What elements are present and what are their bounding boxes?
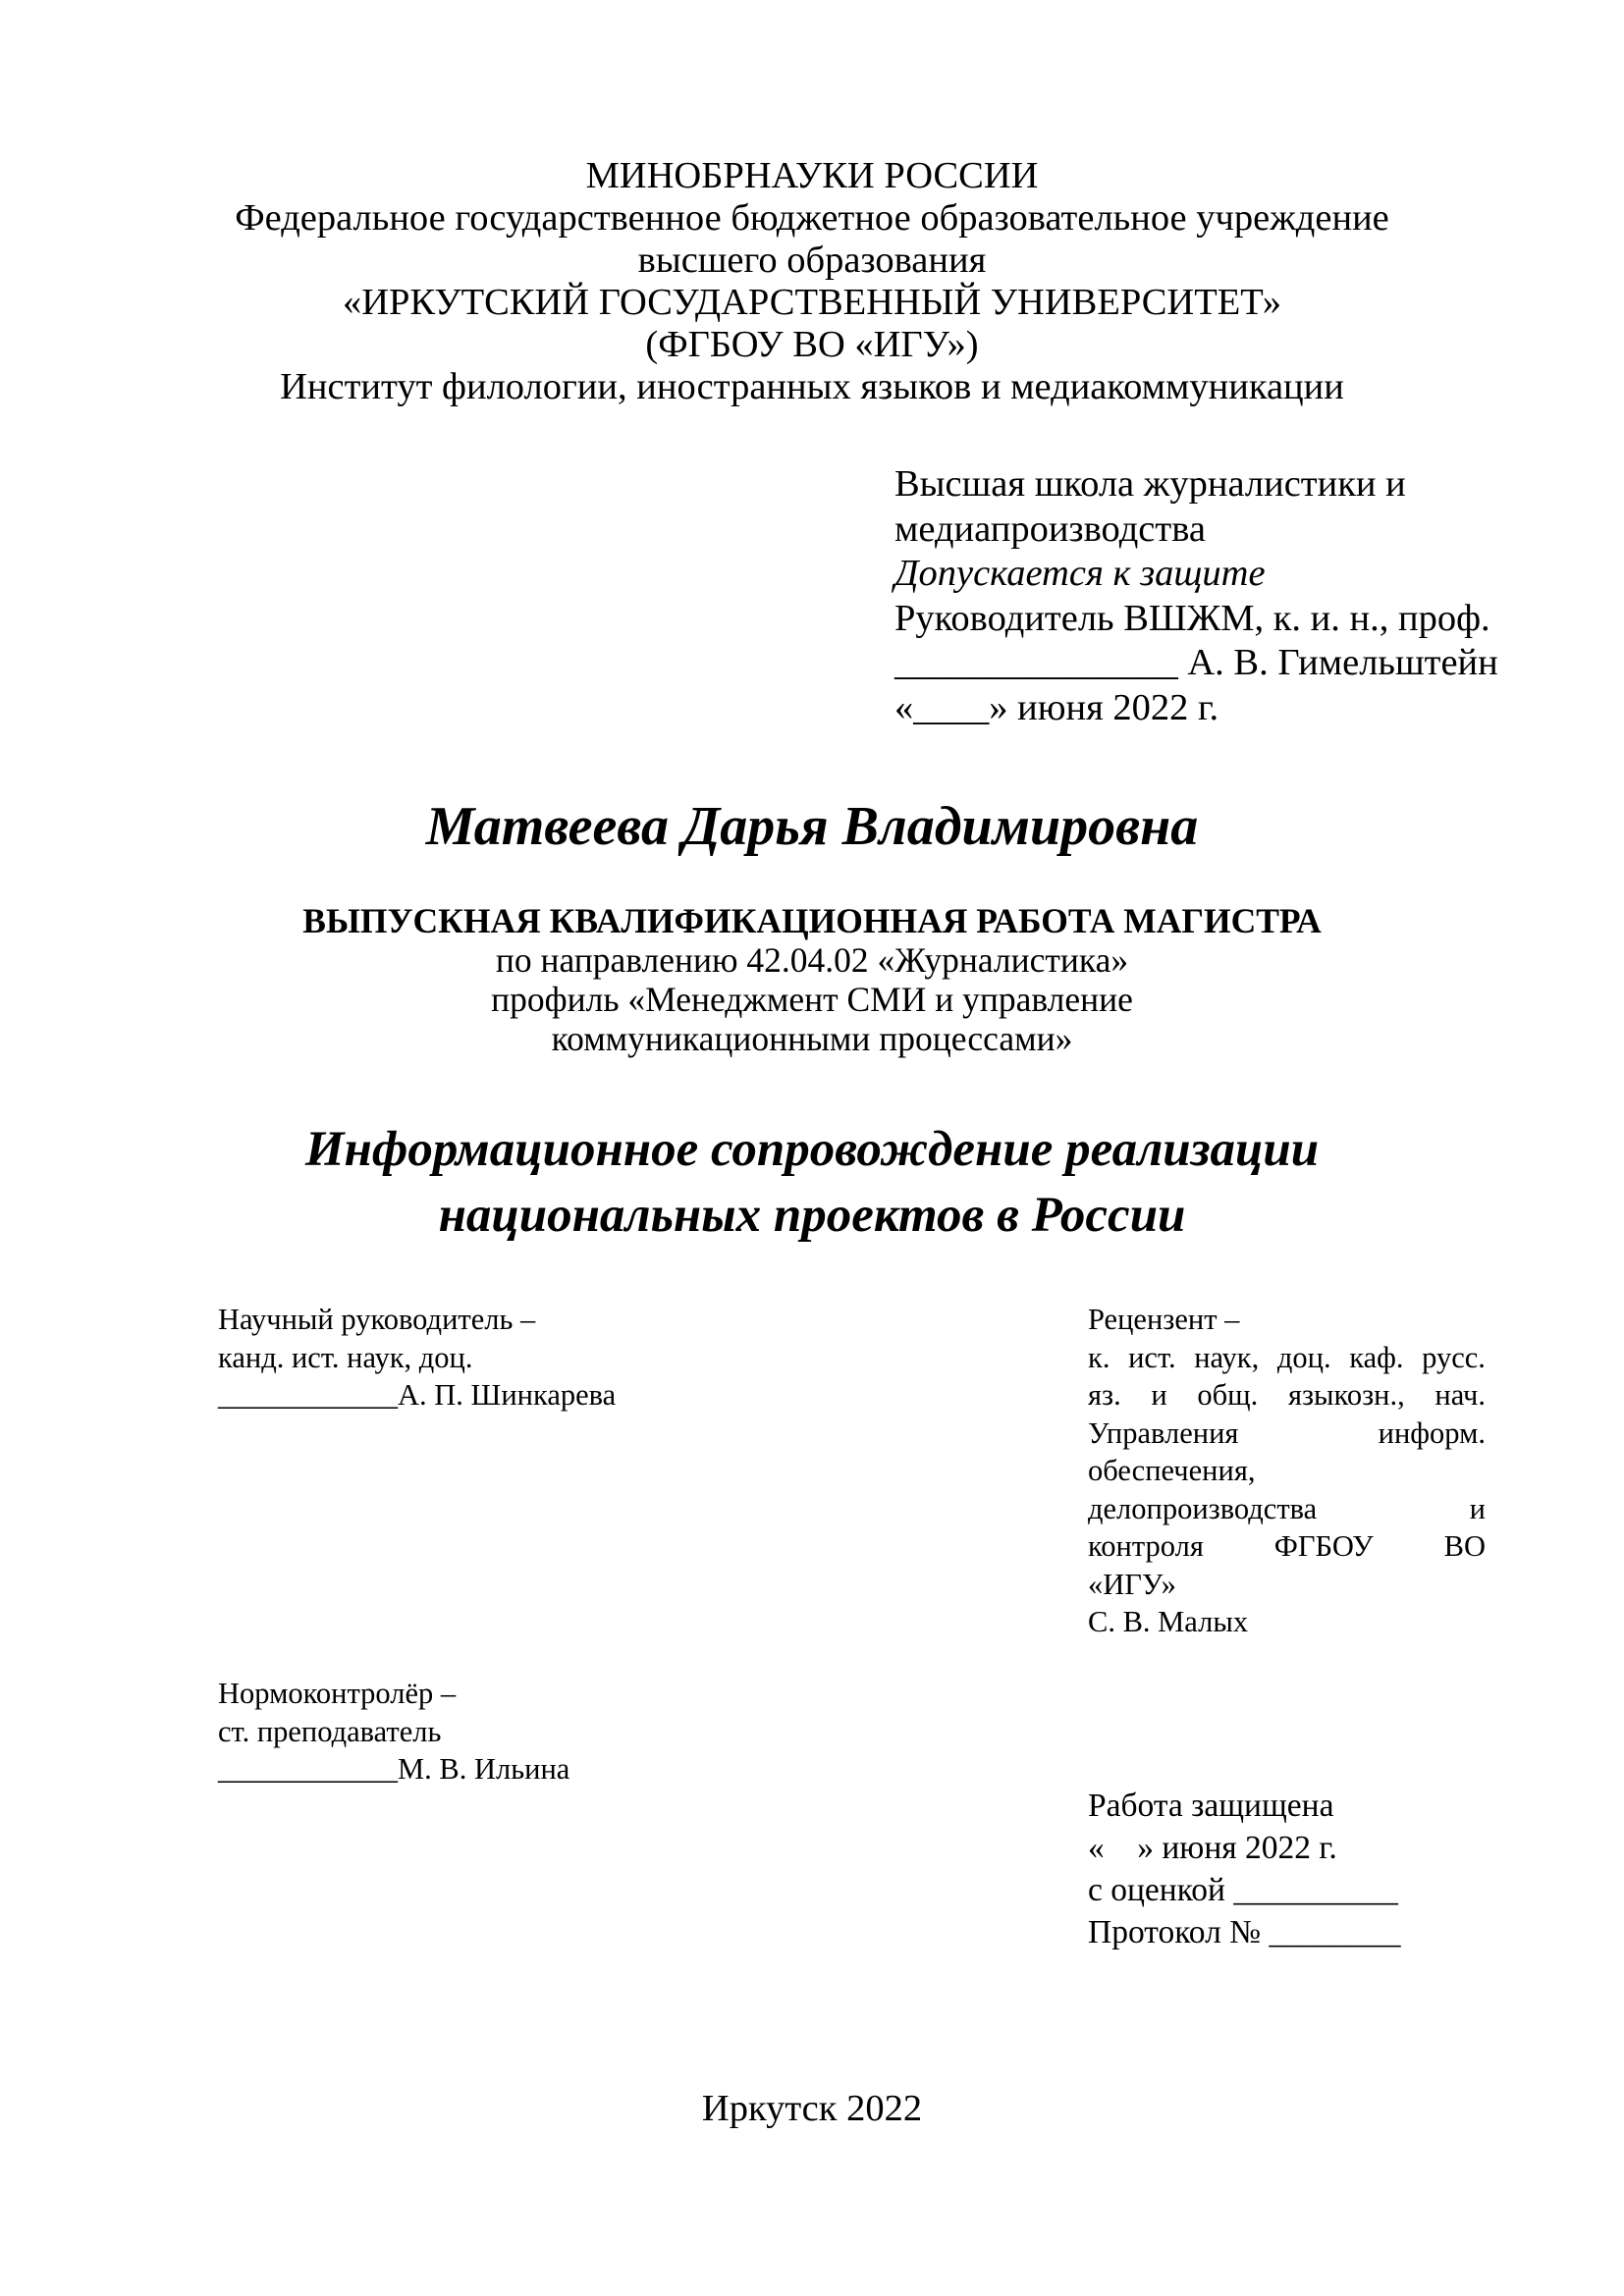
reviewer-line-5: [1088, 1490, 1486, 1528]
reviewer-word: информ.: [1378, 1415, 1486, 1450]
university-name-line: «ИРКУТСКИЙ ГОСУДАРСТВЕННЫЙ УНИВЕРСИТЕТ»: [342, 282, 1282, 323]
university-abbr-line: (ФГБОУ ВО «ИГУ»): [645, 324, 979, 365]
head-signature-blank: _______________: [894, 642, 1178, 683]
city-year: Иркутск 2022: [701, 2088, 923, 2129]
reviewer-word: каф.: [1349, 1340, 1404, 1374]
reviewer-word: нач.: [1435, 1378, 1486, 1412]
supervisor-degree: канд. ист. наук, доц.: [218, 1340, 473, 1374]
work-profile-line-2: коммуникационными процессами»: [551, 1019, 1073, 1058]
reviewer-word: яз.: [1088, 1378, 1121, 1412]
work-type: ВЫПУСКНАЯ КВАЛИФИКАЦИОННАЯ РАБОТА МАГИСТРА: [302, 901, 1322, 940]
thesis-title: [0, 1117, 1624, 1249]
reviewer-word: Управления: [1088, 1415, 1239, 1450]
reviewer-line-3: [1088, 1415, 1486, 1453]
reviewer-word: русс.: [1422, 1340, 1486, 1374]
approval-date-line: [894, 686, 1523, 731]
reviewer-line-6: [1088, 1527, 1486, 1566]
reviewer-word: и: [1469, 1491, 1486, 1525]
reviewer-word: ВО: [1443, 1529, 1486, 1563]
defended-title: Работа защищена: [1088, 1788, 1334, 1824]
reviewer-word: и: [1151, 1378, 1167, 1412]
defended-grade: с оценкой __________: [1088, 1872, 1398, 1908]
reviewer-block: [1088, 1301, 1486, 1641]
normcontrol-role: Нормоконтролёр –: [218, 1677, 457, 1710]
supervisor-signature-blank: ____________: [218, 1378, 398, 1412]
reviewer-word: наук,: [1194, 1340, 1260, 1374]
work-profile-line-1: профиль «Менеджмент СМИ и управление: [491, 980, 1133, 1019]
head-title: Руководитель ВШЖМ, к. и. н., проф.: [894, 597, 1490, 639]
normcontrol-block: [218, 1675, 768, 1789]
approval-date-open: «: [894, 686, 914, 728]
normcontrol-signature-blank: ____________: [218, 1752, 398, 1786]
thesis-title-line-1: Информационное сопровождение реализации: [304, 1122, 1320, 1177]
defense-result-block: [1088, 1785, 1579, 1953]
reviewer-word: ФГБОУ: [1273, 1529, 1374, 1563]
supervisor-role: Научный руководитель –: [218, 1303, 536, 1336]
supervisor-signature-line: [218, 1376, 768, 1415]
normcontrol-position: ст. преподаватель: [218, 1714, 442, 1748]
head-name: А. В. Гимельштейн: [1177, 642, 1498, 683]
supervisor-name: А. П. Шинкарева: [398, 1378, 617, 1412]
reviewer-word: к.: [1088, 1340, 1110, 1374]
admitted-to-defense: Допускается к защите: [894, 553, 1266, 594]
normcontrol-signature-line: [218, 1750, 768, 1789]
approval-date-rest: » июня 2022 г.: [989, 686, 1219, 728]
reviewer-line-7: «ИГУ»: [1088, 1567, 1176, 1601]
reviewer-line-4: обеспечения,: [1088, 1454, 1256, 1487]
institute-line: Институт филологии, иностранных языков и медиакоммуникации: [280, 366, 1344, 407]
approval-date-blank: ____: [913, 686, 990, 728]
normcontrol-name: М. В. Ильина: [398, 1752, 570, 1786]
reviewer-word: доц.: [1276, 1340, 1331, 1374]
head-signature-line: [894, 641, 1523, 686]
education-level-line: высшего образования: [637, 240, 987, 281]
work-direction: по направлению 42.04.02 «Журналистика»: [495, 940, 1129, 980]
author-name: Матвеева Дарья Владимировна: [425, 796, 1199, 857]
reviewer-line-1: [1088, 1339, 1486, 1377]
work-type-block: [0, 901, 1624, 1058]
defended-protocol: Протокол № ________: [1088, 1914, 1401, 1950]
defended-date: « » июня 2022 г.: [1088, 1830, 1337, 1866]
reviewer-word: ист.: [1128, 1340, 1176, 1374]
reviewer-word: общ.: [1197, 1378, 1259, 1412]
institution-header: [0, 155, 1624, 408]
reviewer-name: С. В. Малых: [1088, 1605, 1249, 1638]
reviewer-word: языкозн.,: [1287, 1378, 1405, 1412]
thesis-title-line-2: национальных проектов в России: [438, 1188, 1186, 1243]
reviewer-line-2: [1088, 1376, 1486, 1415]
reviewer-role: Рецензент –: [1088, 1303, 1240, 1336]
reviewer-word: делопроизводства: [1088, 1491, 1318, 1525]
supervisor-block: [218, 1301, 768, 1415]
approval-block: [894, 462, 1523, 730]
school-line-2: медиапроизводства: [894, 507, 1206, 550]
institution-type-line: Федеральное государственное бюджетное образовательное учреждение: [235, 197, 1389, 239]
ministry-line: МИНОБРНАУКИ РОССИИ: [585, 155, 1039, 196]
reviewer-word: контроля: [1088, 1529, 1204, 1563]
school-line-1: Высшая школа журналистики и: [894, 463, 1406, 505]
